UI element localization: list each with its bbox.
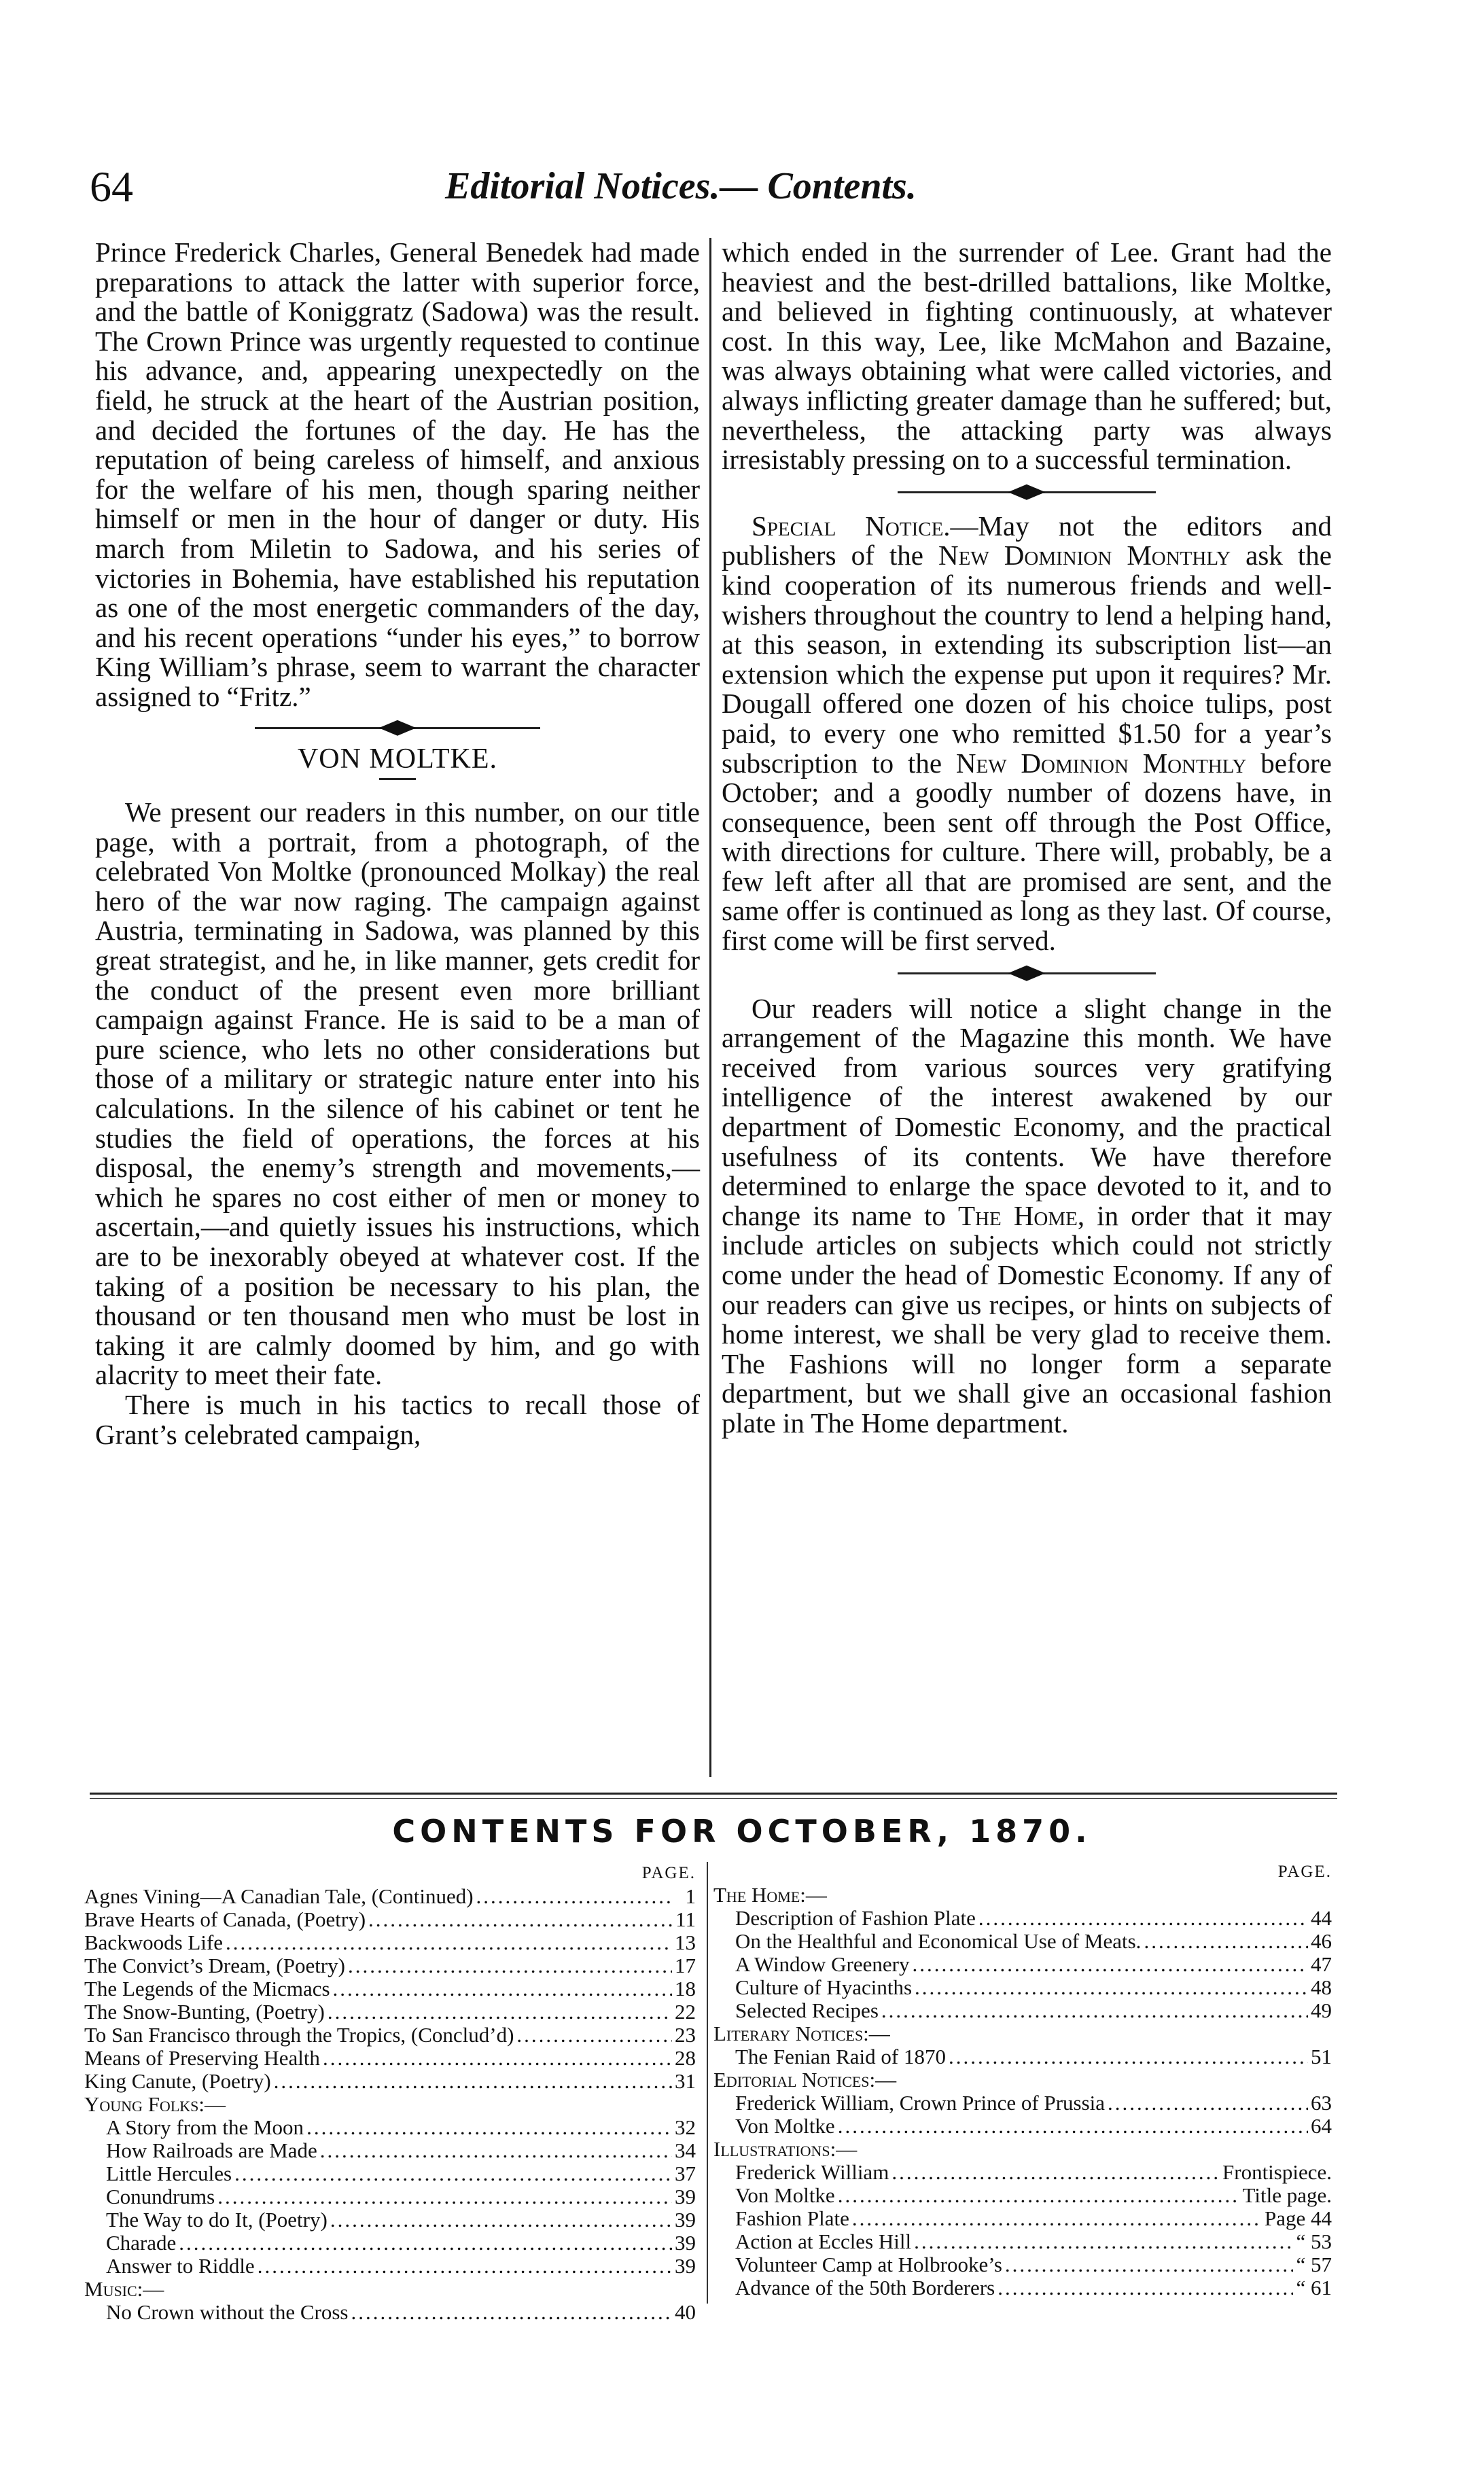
entry-title: The Fenian Raid of 1870 (735, 2045, 946, 2068)
entry-page: “ 61 (1296, 2276, 1332, 2299)
entry-page: 39 (675, 2208, 696, 2232)
entry-title: Backwoods Life (84, 1931, 224, 1954)
entry-title: Answer to Riddle (106, 2254, 255, 2278)
entry-page: Title page. (1242, 2183, 1332, 2207)
dot-leader (1005, 2253, 1294, 2276)
dot-leader (348, 1954, 672, 1977)
dot-leader (852, 2207, 1262, 2230)
home-department-name: The Home (958, 1199, 1078, 1231)
contents-entry (84, 2255, 696, 2278)
magazine-name: New Dominion Monthly (955, 747, 1247, 779)
special-notice-label: Special Notice. (752, 510, 951, 542)
dot-leader (258, 2255, 672, 2278)
entry-title: Volunteer Camp at Holbrooke’s (735, 2253, 1002, 2276)
contents-entry (713, 2276, 1332, 2299)
entry-title: The Legends of the Micmacs (84, 1977, 330, 2000)
page-column-label: PAGE. (1277, 1863, 1332, 1881)
contents-entry (713, 1953, 1332, 1976)
entry-page: 32 (675, 2115, 696, 2139)
entry-page: 37 (675, 2162, 696, 2185)
contents-entry (84, 2208, 696, 2232)
entry-title: Charade (106, 2231, 177, 2255)
contents-entry (713, 2045, 1332, 2068)
contents-entry (84, 1908, 696, 1931)
column-rule (709, 238, 711, 1777)
entry-page: “ 53 (1296, 2229, 1332, 2253)
contents-entry (84, 2116, 696, 2139)
contents-entry (713, 1999, 1332, 2022)
dot-leader (949, 2045, 1308, 2068)
dot-leader (1108, 2092, 1308, 2115)
dot-leader (320, 2139, 672, 2162)
ornamental-divider (898, 482, 1156, 502)
entry-page: 13 (675, 1931, 696, 1954)
dot-leader (217, 2185, 672, 2208)
entry-title: Frederick William, Crown Prince of Prussia (735, 2091, 1106, 2115)
entry-page: 47 (1311, 1952, 1332, 1976)
contents-section-heading: Literary Notices:— (713, 2022, 890, 2045)
entry-title: Advance of the 50th Borderers (735, 2276, 995, 2299)
dot-leader (914, 2230, 1293, 2253)
contents-entry (713, 2184, 1332, 2207)
contents-left-list (84, 1862, 696, 2324)
special-notice-paragraph: Special Notice.—May not the editors and publishers of the New Dominion Monthly ask the kind cooperation of its numerous friends and well-wishers throughout the country to lend a helping hand, at this season, in extending its subscription list—an extension which the expense put upon it requires? Mr. Dougall offered one dozen of his choice tulips, post paid, to every one who remitted $1.50 for a year’s subscription to the New Dominion Monthly before October; and a goodly number of dozens have, in consequence, been sent off through the Post Office, with directions for culture. There will, probably, be a few left after all that are promised are sent, and the same offer is continued as long as they last. Of course, first come will be first served. (722, 510, 1332, 957)
entry-title: Culture of Hyacinths (735, 1975, 913, 1999)
contents-entry (84, 2000, 696, 2024)
entry-page: 23 (675, 2023, 696, 2047)
magazine-name: New Dominion Monthly (938, 540, 1231, 571)
ornamental-divider (898, 963, 1156, 983)
contents-entry (84, 2162, 696, 2185)
contents-entry (713, 2207, 1332, 2230)
entry-title: Description of Fashion Plate (735, 1906, 976, 1930)
contents-section-heading: Young Folks:— (84, 2092, 226, 2116)
entry-title: Selected Recipes (735, 1998, 879, 2022)
entry-page: Frontispiece. (1222, 2160, 1332, 2184)
continued-paragraph: which ended in the surrender of Lee. Grant had the heaviest and the best-drilled battalions, like Moltke, and believed in fighting continuously, at whatever cost. In this way, Lee, like McMahon and Bazaine, was always obtaining what were called victories, and always inflicting greater damage than he suffered; but, nevertheless, the attacking party was always irresistably pressing on to a successful termination. (722, 236, 1332, 476)
dot-leader (226, 1931, 672, 1954)
dot-leader (912, 1953, 1308, 1976)
entry-title: King Canute, (Poetry) (84, 2069, 271, 2093)
contents-entry (84, 2232, 696, 2255)
dot-leader (179, 2232, 672, 2255)
contents-entry (84, 2185, 696, 2208)
contents-section-heading: Illustrations:— (713, 2137, 858, 2161)
dot-leader (838, 2115, 1308, 2138)
contents-entry (84, 1954, 696, 1977)
entry-page: 34 (675, 2138, 696, 2162)
entry-title: The Way to do It, (Poetry) (106, 2208, 328, 2232)
entry-title: How Railroads are Made (106, 2138, 317, 2162)
contents-title: CONTENTS FOR OCTOBER, 1870. (392, 1813, 1092, 1850)
dot-leader (838, 2184, 1240, 2207)
entry-title: Action at Eccles Hill (735, 2229, 912, 2253)
contents-entry (713, 1907, 1332, 1930)
entry-page: 63 (1311, 2091, 1332, 2115)
page-number: 64 (90, 162, 133, 211)
entry-page: 46 (1311, 1929, 1332, 1953)
dot-leader (234, 2162, 672, 2185)
contents-entry (84, 1977, 696, 2000)
dot-leader (476, 1885, 673, 1908)
entry-title: No Crown without the Cross (106, 2300, 349, 2324)
entry-page: 22 (675, 2000, 696, 2024)
contents-entry (713, 1976, 1332, 1999)
entry-title: A Window Greenery (735, 1952, 910, 1976)
contents-entry (713, 2092, 1332, 2115)
ornamental-divider (255, 718, 540, 738)
contents-entry (84, 1931, 696, 1954)
entry-page: 39 (675, 2254, 696, 2278)
entry-title: Fashion Plate (735, 2206, 849, 2230)
contents-top-rule-inner (90, 1798, 1337, 1799)
contents-entry (84, 2024, 696, 2047)
dot-leader (274, 2070, 672, 2093)
entry-page: 51 (1311, 2045, 1332, 2068)
contents-entry (84, 1885, 696, 1908)
dot-leader (306, 2116, 672, 2139)
entry-title: Von Moltke (735, 2183, 835, 2207)
moltke-paragraph: We present our readers in this number, on our title page, with a portrait, from a photograph, of the celebrated Von Moltke (pronounced Molkay) the real hero of the war now raging. The campaign against Austria, terminating in Sadowa, was planned by this great strategist, and he, in like manner, gets credit for the conduct of the present even more brilliant campaign against France. He is said to be a man of pure science, who lets no other considerations but those of a military or strategic nature enter into his calculations. In the silence of his cabinet or tent he studies the field of operations, the forces at his disposal, the enemy’s strength and movements,—which he spares no cost either of men or money to ascertain,—and quietly issues his instructions, which are to be inexorably obeyed at whatever cost. If the taking of a position be necessary to his plan, the thousand or ten thousand men who must be lost in taking it are calmly doomed by him, and go with alacrity to meet their fate. (95, 796, 700, 1391)
dot-leader (333, 1977, 672, 2000)
contents-divider (707, 1862, 708, 2304)
page-column-label: PAGE. (641, 1864, 696, 1882)
entry-title: To San Francisco through the Tropics, (Conclud’d) (84, 2023, 514, 2047)
contents-entry (84, 2047, 696, 2070)
entry-page: 44 (1311, 1906, 1332, 1930)
left-column (95, 238, 700, 1449)
contents-entry (713, 2115, 1332, 2138)
entry-page: Page 44 (1264, 2206, 1332, 2230)
dot-leader (328, 2000, 672, 2024)
contents-section-heading: Music:— (84, 2277, 164, 2301)
running-title: Editorial Notices.— Contents. (445, 165, 917, 207)
dot-leader (997, 2276, 1293, 2299)
entry-page: 28 (675, 2046, 696, 2070)
entry-title: Agnes Vining—A Canadian Tale, (Continued) (84, 1884, 474, 1908)
contents-section-heading: Editorial Notices:— (713, 2068, 897, 2092)
dot-leader (978, 1907, 1308, 1930)
right-column (722, 238, 1332, 1439)
entry-page: 31 (675, 2069, 696, 2093)
contents-entry (84, 2301, 696, 2324)
entry-page: 1 (685, 1884, 696, 1908)
dot-leader (881, 1999, 1308, 2022)
entry-title: Little Hercules (106, 2162, 232, 2185)
dot-leader (351, 2301, 673, 2324)
dot-leader (891, 2161, 1220, 2184)
heading-rule (379, 778, 416, 780)
entry-page: 18 (675, 1977, 696, 2000)
entry-page: 11 (675, 1907, 696, 1931)
contents-entry (84, 2139, 696, 2162)
contents-right-list (713, 1861, 1332, 2299)
dot-leader (368, 1908, 673, 1931)
dot-leader (915, 1976, 1308, 1999)
entry-page: 39 (675, 2185, 696, 2208)
moltke-paragraph-continued: There is much in his tactics to recall those of Grant’s celebrated campaign, (95, 1388, 700, 1450)
intro-paragraph: Prince Frederick Charles, General Benedek had made preparations to attack the latter with superior force, and the battle of Koniggratz (Sadowa) was the result. The Crown Prince was urgently requested to continue his advance, and, appearing unexpectedly on the field, he struck at the heart of the Austrian position, and decided the fortunes of the day. He has the reputation of being careless of himself, and anxious for the welfare of his men, though sparing neither himself or men in the hour of danger or duty. His march from Miletin to Sadowa, and his series of victories in Bohemia, have established his reputation as one of the most energetic commanders of the day, and his recent operations “under his eyes,” to borrow King William’s phrase, seem to warrant the character assigned to “Fritz.” (95, 236, 700, 712)
entry-title: The Snow-Bunting, (Poetry) (84, 2000, 325, 2024)
contents-top-rule (90, 1793, 1337, 1795)
entry-page: 39 (675, 2231, 696, 2255)
dot-leader (1144, 1930, 1308, 1953)
dot-leader (323, 2047, 672, 2070)
entry-title: Frederick William (735, 2160, 889, 2184)
entry-title: Conundrums (106, 2185, 215, 2208)
contents-entry (713, 2253, 1332, 2276)
entry-title: Brave Hearts of Canada, (Poetry) (84, 1907, 366, 1931)
entry-title: Means of Preserving Health (84, 2046, 320, 2070)
entry-page: 17 (675, 1954, 696, 1977)
section-heading: VON MOLTKE. (297, 743, 498, 775)
contents-entry (84, 2070, 696, 2093)
readers-notice-paragraph: Our readers will notice a slight change in the arrangement of the Magazine this month. We have received from various sources very gratifying intelligence of the interest awakened by our department of Domestic Economy, and the practical usefulness of its contents. We have therefore determined to enlarge the space devoted to it, and to change its name to The Home, in order that it may include articles on subjects which could not strictly come under the head of Domestic Economy. If any of our readers can give us recipes, or hints on subjects of home interest, we shall be very glad to receive them. The Fashions will no longer form a separate department, but we shall give an occasional fashion plate in The Home department. (722, 992, 1332, 1439)
contents-entry (713, 2230, 1332, 2253)
entry-page: 48 (1311, 1975, 1332, 1999)
entry-page: 49 (1311, 1998, 1332, 2022)
entry-page: 40 (675, 2300, 696, 2324)
entry-page: “ 57 (1296, 2253, 1332, 2276)
contents-section-heading: The Home:— (713, 1883, 827, 1907)
dot-leader (330, 2208, 672, 2232)
entry-title: A Story from the Moon (106, 2115, 304, 2139)
entry-title: On the Healthful and Economical Use of Meats. (735, 1929, 1142, 1953)
contents-entry (713, 2161, 1332, 2184)
entry-title: The Convict’s Dream, (Poetry) (84, 1954, 345, 1977)
contents-entry (713, 1930, 1332, 1953)
entry-title: Von Moltke (735, 2114, 835, 2138)
dot-leader (516, 2024, 672, 2047)
entry-page: 64 (1311, 2114, 1332, 2138)
